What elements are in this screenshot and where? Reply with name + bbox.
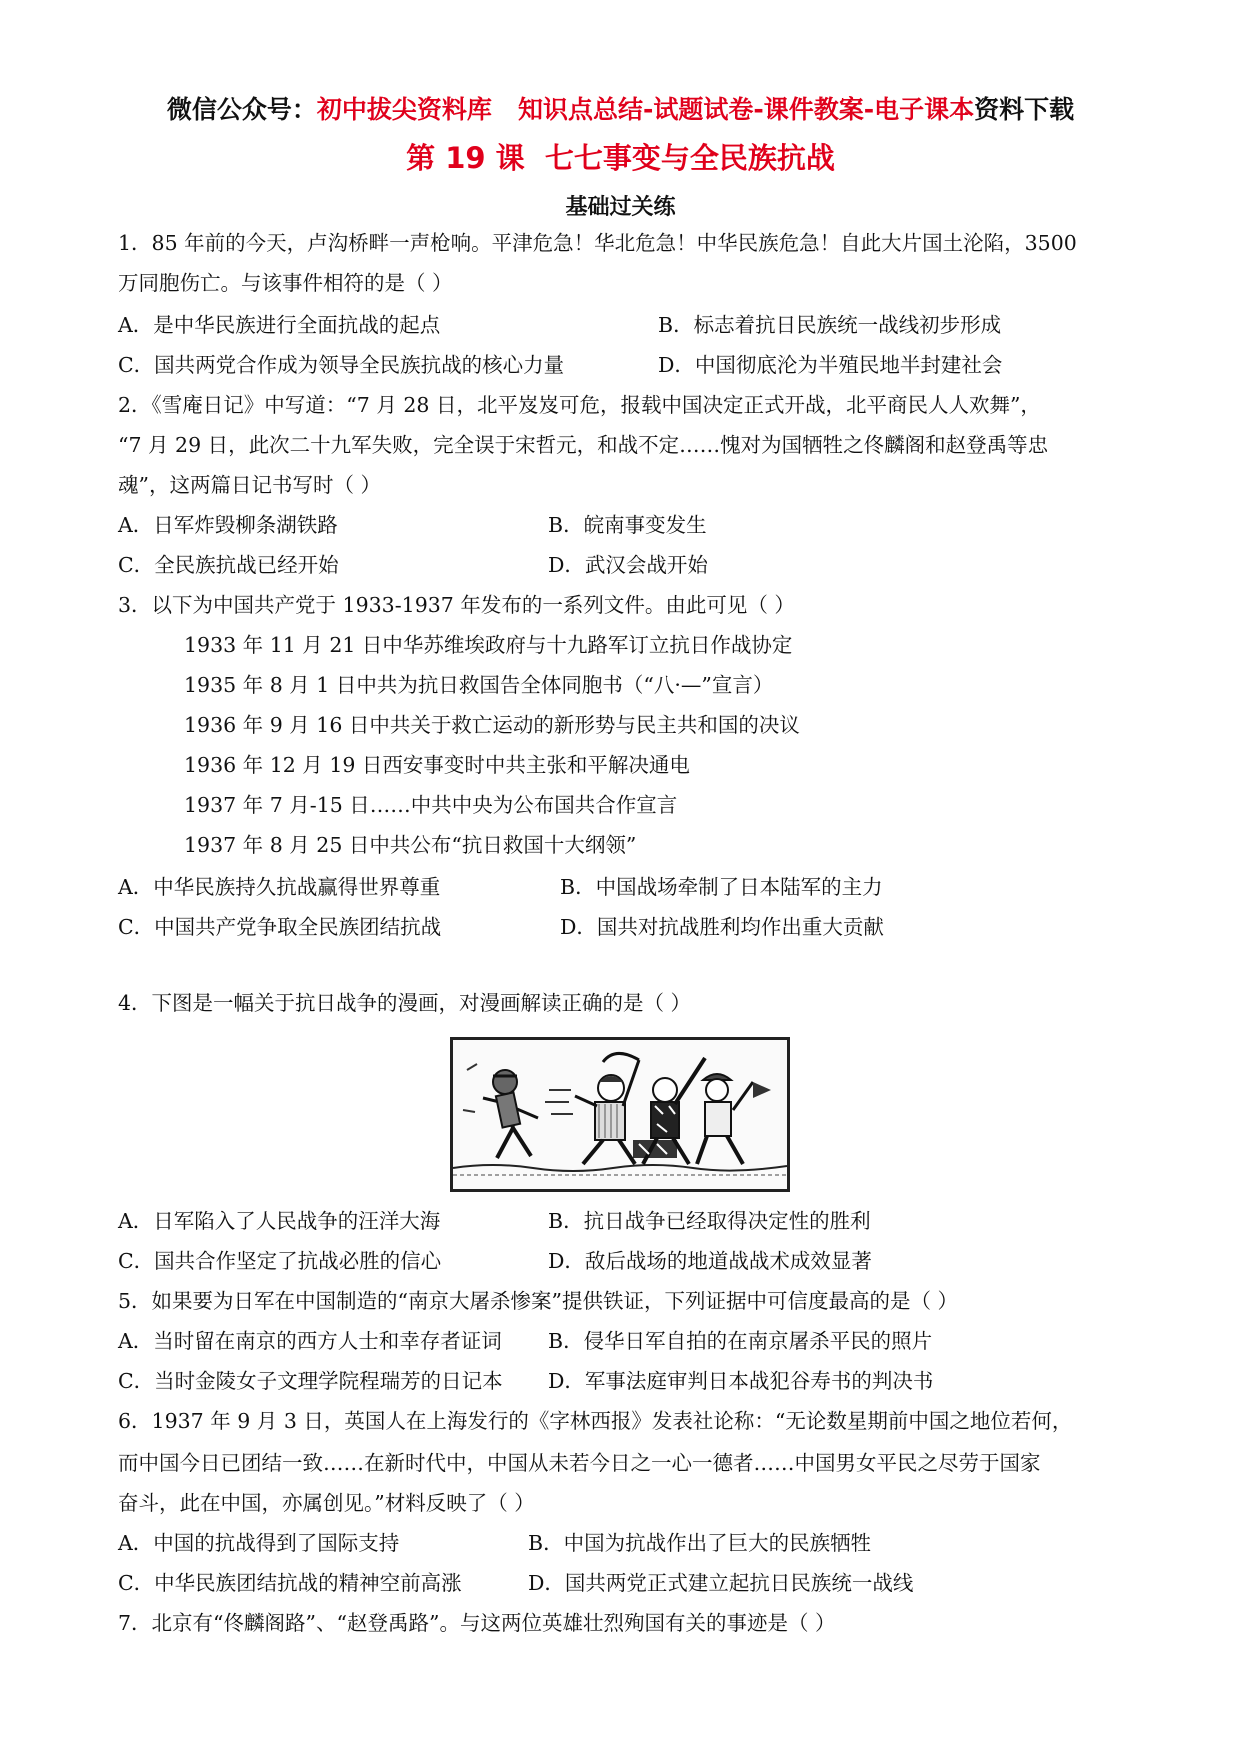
- q3-doc-6: 1937 年 8 月 25 日中共公布“抗日救国十大纲领”: [184, 833, 637, 857]
- header-suffix: 资料下载: [974, 95, 1075, 124]
- q4-option-b: B．抗日战争已经取得决定性的胜利: [548, 1209, 871, 1233]
- q5-option-d: D．军事法庭审判日本战犯谷寿书的判决书: [548, 1369, 934, 1393]
- header-banner: [0, 90, 1241, 126]
- q5-line1: 5．如果要为日军在中国制造的“南京大屠杀惨案”提供铁证，下列证据中可信度最高的是（ ）: [118, 1289, 959, 1313]
- q6-option-b: B．中国为抗战作出了巨大的民族牺牲: [528, 1531, 872, 1555]
- q2-option-c: C．全民族抗战已经开始: [118, 553, 339, 577]
- q2-option-a: A．日军炸毁柳条湖铁路: [118, 513, 338, 537]
- q6-option-d: D．国共两党正式建立起抗日民族统一战线: [528, 1571, 914, 1595]
- q3-doc-5: 1937 年 7 月-15 日……中共中央为公布国共合作宣言: [184, 793, 678, 817]
- q3-doc-4: 1936 年 12 月 19 日西安事变时中共主张和平解决通电: [184, 753, 690, 777]
- q7-line1: 7．北京有“佟麟阁路”、“赵登禹路”。与这两位英雄壮烈殉国有关的事迹是（ ）: [118, 1611, 836, 1635]
- q6-option-a: A．中国的抗战得到了国际支持: [118, 1531, 400, 1555]
- cartoon-illustration: [453, 1040, 787, 1189]
- q1-option-d: D．中国彻底沦为半殖民地半封建社会: [658, 353, 1003, 377]
- q3-doc-1: 1933 年 11 月 21 日中华苏维埃政府与十九路军订立抗日作战协定: [184, 633, 793, 657]
- q1-option-c: C．国共两党合作成为领导全民族抗战的核心力量: [118, 353, 565, 377]
- q3-option-a: A．中华民族持久抗战赢得世界尊重: [118, 875, 441, 899]
- q3-doc-2: 1935 年 8 月 1 日中共为抗日救国告全体同胞书（“八·—”宣言）: [184, 673, 774, 697]
- q1-line2: 万同胞伤亡。与该事件相符的是（ ）: [118, 271, 453, 295]
- q4-option-c: C．国共合作坚定了抗战必胜的信心: [118, 1249, 442, 1273]
- q1-line1: 1．85 年前的今天，卢沟桥畔一声枪响。平津危急！华北危急！中华民族危急！自此大片国土沦陷，3500: [118, 231, 1077, 255]
- q6-line3: 奋斗，此在中国，亦属创见。”材料反映了（ ）: [118, 1491, 535, 1515]
- q2-line2: “7 月 29 日，此次二十九军失败，完全误于宋哲元，和战不定……愧对为国牺牲之佟麟阁和赵登禹等忠: [118, 433, 1049, 457]
- q6-line2: 而中国今日已团结一致……在新时代中，中国从未若今日之一心一德者……中国男女平民之尽劳于国家: [118, 1451, 1041, 1475]
- q2-option-b: B．皖南事变发生: [548, 513, 707, 537]
- header-prefix: 微信公众号：: [166, 95, 317, 124]
- q1-option-a: A．是中华民族进行全面抗战的起点: [118, 313, 441, 337]
- q6-line1: 6．1937 年 9 月 3 日，英国人在上海发行的《字林西报》发表社论称：“无论数星期前中国之地位若何，: [118, 1409, 1073, 1433]
- q5-option-b: B．侵华日军自拍的在南京屠杀平民的照片: [548, 1329, 933, 1353]
- q3-option-d: D．国共对抗战胜利均作出重大贡献: [560, 915, 884, 939]
- section-title: 基础过关练: [565, 195, 676, 220]
- q3-option-c: C．中国共产党争取全民族团结抗战: [118, 915, 442, 939]
- q1-option-b: B．标志着抗日民族统一战线初步形成: [658, 313, 1002, 337]
- q3-line1: 3．以下为中国共产党于 1933-1937 年发布的一系列文件。由此可见（ ）: [118, 593, 795, 617]
- cartoon-image: [450, 1037, 790, 1192]
- q2-option-d: D．武汉会战开始: [548, 553, 708, 577]
- q5-option-c: C．当时金陵女子文理学院程瑞芳的日记本: [118, 1369, 503, 1393]
- q3-doc-3: 1936 年 9 月 16 日中共关于救亡运动的新形势与民主共和国的决议: [184, 713, 800, 737]
- q2-line1: 2．《雪庵日记》中写道：“7 月 28 日，北平岌岌可危，报载中国决定正式开战，北平商民人人欢舞”，: [118, 393, 1041, 417]
- q6-option-c: C．中华民族团结抗战的精神空前高涨: [118, 1571, 462, 1595]
- lesson-title: 第 19 课 七七事变与全民族抗战: [406, 141, 835, 175]
- q4-option-a: A．日军陷入了人民战争的汪洋大海: [118, 1209, 441, 1233]
- q2-line3: 魂”，这两篇日记书写时（ ）: [118, 473, 381, 497]
- q4-option-d: D．敌后战场的地道战战术成效显著: [548, 1249, 872, 1273]
- header-red-text: 初中拔尖资料库 知识点总结-试题试卷-课件教案-电子课本: [316, 95, 975, 124]
- q5-option-a: A．当时留在南京的西方人士和幸存者证词: [118, 1329, 502, 1353]
- q3-option-b: B．中国战场牵制了日本陆军的主力: [560, 875, 883, 899]
- q4-line1: 4．下图是一幅关于抗日战争的漫画，对漫画解读正确的是（ ）: [118, 991, 692, 1015]
